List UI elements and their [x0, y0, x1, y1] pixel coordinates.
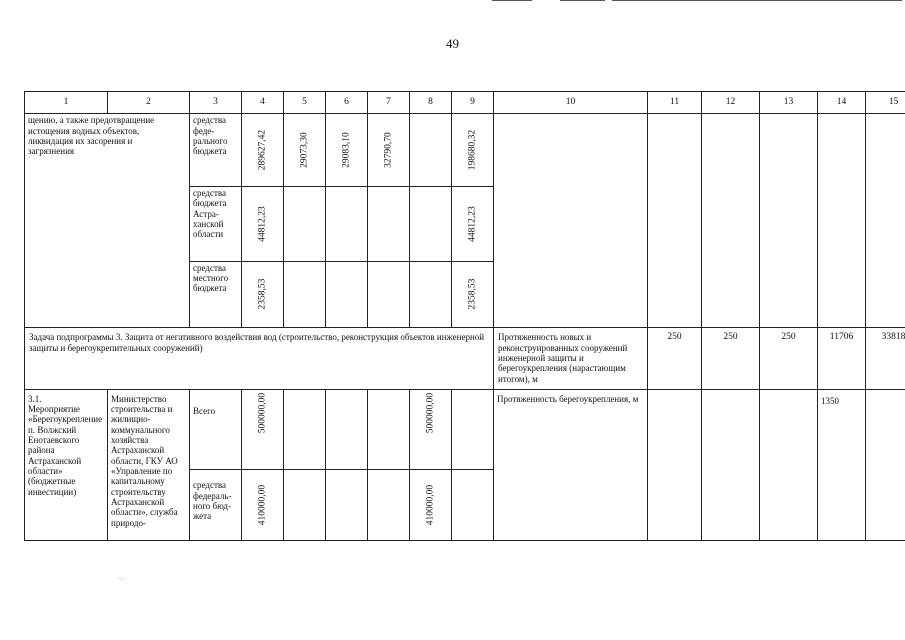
value-cell	[452, 186, 494, 261]
funding-source: Всего	[190, 389, 242, 470]
target-cell	[702, 114, 760, 328]
header-cell: 8	[410, 92, 452, 114]
measure-row-total	[25, 389, 905, 470]
funding-row-federal	[25, 114, 905, 187]
value-cell	[452, 470, 494, 541]
value-cell	[284, 389, 326, 470]
value-cell	[284, 114, 326, 187]
value-cell	[452, 114, 494, 187]
value-cell	[242, 114, 284, 187]
measure-title: 3.1. Мероприятие «Берегоукрепление п. Волжский Енотаевского района Астраханской области» (бюджетные инвестиции)	[25, 389, 108, 540]
page-number: 49	[446, 36, 459, 51]
value-text: 44812,23	[467, 205, 478, 242]
value-text: 500000,00	[425, 393, 436, 434]
value-text: 500000,00	[257, 393, 268, 434]
header-cell: 15	[866, 92, 905, 114]
value-cell	[368, 261, 410, 328]
measure-name-cell: щению, а также предотвращение истощения водных объектов, ликвидация их засорения и загрязнения	[25, 114, 190, 328]
header-cell: 9	[452, 92, 494, 114]
value-cell	[242, 186, 284, 261]
value-cell	[410, 261, 452, 328]
value-text: 410000,00	[257, 484, 268, 526]
value-cell	[284, 470, 326, 541]
target-value: 33818	[866, 328, 905, 389]
value-text: 29073,30	[299, 132, 310, 168]
header-cell: 13	[760, 92, 818, 114]
value-cell	[410, 114, 452, 187]
target-cell	[760, 389, 818, 540]
header-cell: 6	[326, 92, 368, 114]
task-indicator: Протяженность новых и реконструированных сооружений инженерной защиты и берегоукрепления (нарастающим итогом), м	[494, 328, 648, 389]
header-cell: 2	[108, 92, 190, 114]
target-value: 11706	[818, 328, 866, 389]
header-row	[25, 92, 905, 114]
value-cell	[368, 114, 410, 187]
header-cell: 5	[284, 92, 326, 114]
value-cell	[452, 389, 494, 470]
value-cell	[452, 261, 494, 328]
value-cell	[242, 261, 284, 328]
header-cell: 12	[702, 92, 760, 114]
value-cell	[326, 186, 368, 261]
value-cell	[242, 470, 284, 541]
scan-speck: ·:·	[118, 575, 125, 583]
task-row	[25, 328, 905, 389]
value-text: 29083,10	[341, 132, 352, 168]
target-cell	[866, 389, 905, 540]
value-text: 289627,42	[257, 129, 268, 171]
value-cell	[368, 186, 410, 261]
indicator-cell	[494, 114, 648, 328]
header-cell: 10	[494, 92, 648, 114]
value-cell	[326, 114, 368, 187]
target-cell	[866, 114, 905, 328]
value-cell	[410, 389, 452, 470]
target-value: 250	[760, 328, 818, 389]
top-edge-line	[560, 0, 605, 1]
funding-source: средства феде- рального бюджета	[190, 114, 242, 187]
header-cell: 7	[368, 92, 410, 114]
target-cell	[648, 114, 702, 328]
value-text: 2358,53	[257, 278, 268, 310]
top-edge-line	[612, 0, 902, 1]
target-cell	[818, 114, 866, 328]
funding-source: средства местного бюджета	[190, 261, 242, 328]
value-text: 198680,32	[467, 129, 478, 171]
value-cell	[326, 470, 368, 541]
funding-source: средства бюджета Астра- ханской области	[190, 186, 242, 261]
value-cell	[368, 470, 410, 541]
value-text: 2358,53	[467, 278, 478, 310]
value-text: 410000,00	[425, 484, 436, 526]
value-cell	[326, 261, 368, 328]
value-cell	[284, 186, 326, 261]
program-table	[24, 91, 905, 541]
target-value: 250	[702, 328, 760, 389]
measure-executor: Министерство строительства и жилищно-коммунального хозяйства Астраханской области, ГКУ АО «Управление по капитальному строительству Астраханской области», служба природо-	[108, 389, 190, 540]
header-cell: 14	[818, 92, 866, 114]
value-cell	[242, 389, 284, 470]
measure-indicator: Протяженность берегоукрепления, м	[494, 389, 648, 540]
value-cell	[284, 261, 326, 328]
funding-source: средства федераль- ного бюд- жета	[190, 470, 242, 541]
header-cell: 4	[242, 92, 284, 114]
value-text: 32790,70	[383, 132, 394, 168]
value-cell	[368, 389, 410, 470]
value-cell	[410, 186, 452, 261]
value-text: 44812,23	[257, 205, 268, 242]
value-cell	[326, 389, 368, 470]
target-cell	[760, 114, 818, 328]
target-value: 250	[648, 328, 702, 389]
header-cell: 11	[648, 92, 702, 114]
target-value: 1350	[818, 389, 866, 540]
target-cell	[702, 389, 760, 540]
target-cell	[648, 389, 702, 540]
task-description: Задача подпрограммы 3. Защита от негативного воздействия вод (строительство, реконструкция объектов инженерной защиты и берегоукрепительных сооружений)	[25, 328, 494, 389]
header-cell: 1	[25, 92, 108, 114]
value-cell	[410, 470, 452, 541]
top-edge-line	[492, 0, 532, 1]
header-cell: 3	[190, 92, 242, 114]
